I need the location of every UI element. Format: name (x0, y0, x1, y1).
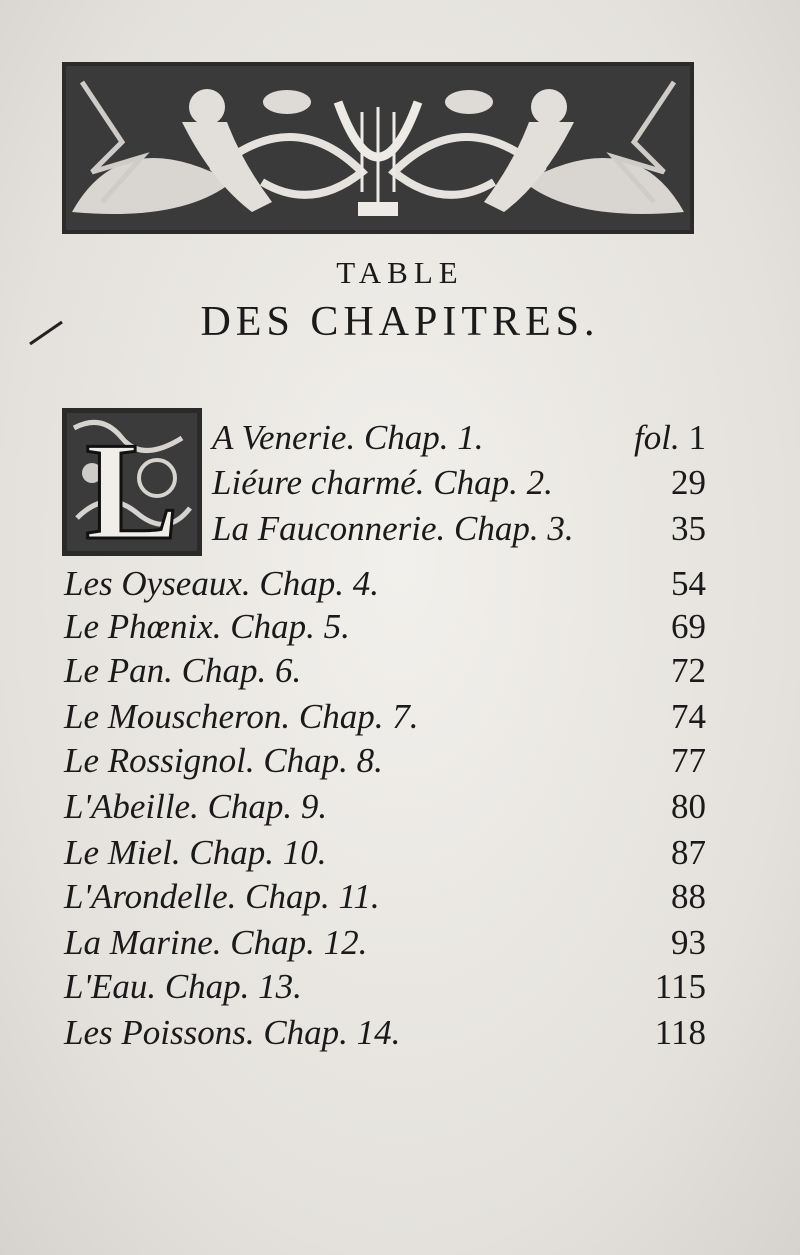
page-number (671, 509, 706, 549)
chapter-title: La Marine. Chap. 12. (64, 923, 368, 962)
page-number-value: 35 (671, 509, 706, 548)
toc-row (64, 509, 706, 553)
toc-row (64, 418, 706, 462)
page-number (671, 564, 706, 604)
page-number-value: 118 (654, 1013, 706, 1052)
page-number (671, 787, 706, 827)
toc-row (64, 967, 706, 1011)
chapter-title: Les Poissons. Chap. 14. (64, 1013, 401, 1052)
toc-row (64, 607, 706, 651)
page-number (671, 463, 706, 503)
page-number (655, 1013, 706, 1053)
page-number-value: 80 (671, 787, 706, 826)
chapter-title: A Venerie. Chap. 1. (212, 418, 484, 457)
page-number (671, 833, 706, 873)
chapter-title: L'Arondelle. Chap. 11. (64, 877, 380, 916)
toc-row (64, 741, 706, 785)
page-number (671, 923, 706, 963)
page-number-value: 115 (654, 967, 706, 1006)
page-number-value: 29 (671, 463, 706, 502)
page-number (655, 967, 706, 1007)
chapter-title: L'Abeille. Chap. 9. (64, 787, 328, 826)
page-number (671, 651, 706, 691)
chapter-title: Le Pan. Chap. 6. (64, 651, 302, 690)
chapter-title: Les Oyseaux. Chap. 4. (64, 564, 379, 603)
chapter-title: La Fauconnerie. Chap. 3. (212, 509, 574, 548)
toc-row (64, 697, 706, 741)
page-number-value: 1 (688, 418, 706, 457)
toc-row (64, 651, 706, 695)
page-number (671, 877, 706, 917)
chapter-title: Le Phœnix. Chap. 5. (64, 607, 350, 646)
page-number (671, 697, 706, 737)
chapter-title: L'Eau. Chap. 13. (64, 967, 302, 1006)
page-number (671, 607, 706, 647)
chapter-title: Le Rossignol. Chap. 8. (64, 741, 383, 780)
page-number-value: 72 (671, 651, 706, 690)
toc-row (64, 564, 706, 608)
page-number-value: 87 (671, 833, 706, 872)
chapter-title: Le Miel. Chap. 10. (64, 833, 327, 872)
page-number-value: 77 (671, 741, 706, 780)
page-number (634, 418, 706, 458)
chapter-title: Le Mouscheron. Chap. 7. (64, 697, 419, 736)
folio-prefix: fol. (634, 418, 689, 457)
toc-row (64, 1013, 706, 1057)
toc-row (64, 877, 706, 921)
chapter-title: Liéure charmé. Chap. 2. (212, 463, 553, 502)
toc-row (64, 833, 706, 877)
toc-row (64, 923, 706, 967)
initial-letter: L (85, 414, 179, 556)
toc-row (64, 787, 706, 831)
heading-des-chapitres: DES CHAPITRES. (200, 299, 600, 345)
page-number (671, 741, 706, 781)
page-number-value: 88 (671, 877, 706, 916)
toc-row (64, 463, 706, 507)
page-number-value: 69 (671, 607, 706, 646)
page-number-value: 74 (671, 697, 706, 736)
heading-table: TABLE (336, 255, 464, 290)
page-number-value: 54 (671, 564, 706, 603)
page-number-value: 93 (671, 923, 706, 962)
